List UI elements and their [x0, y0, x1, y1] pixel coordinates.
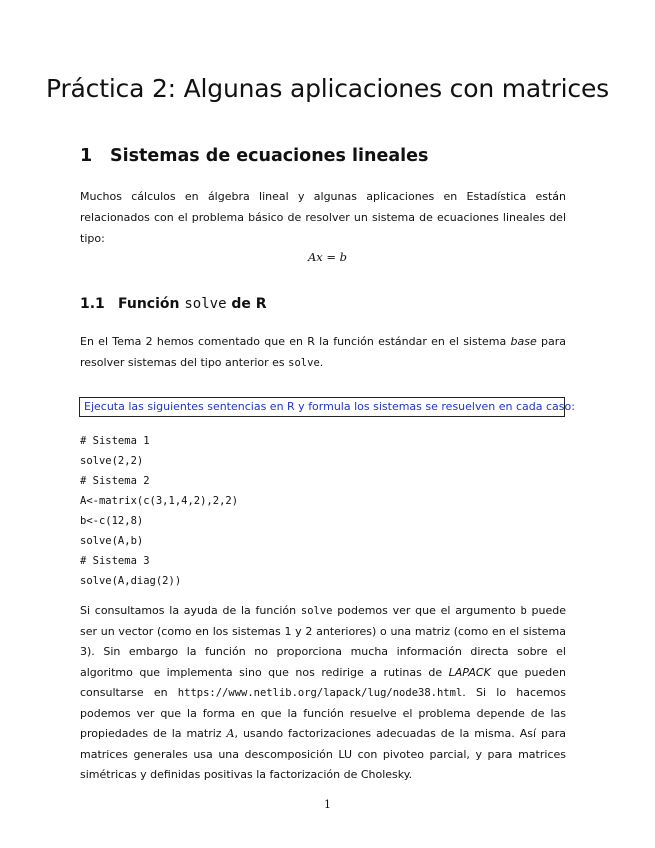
page-title: Práctica 2: Algunas aplicaciones con matrices [46, 74, 609, 103]
code-line: solve(A,b) [80, 535, 144, 547]
inline-code-solve: solve [300, 605, 333, 617]
intro-paragraph: Muchos cálculos en álgebra lineal y algunas aplicaciones en Estadística están relacionados con el problema básico de resolver un sistema de ecuaciones lineales del tipo: [80, 190, 566, 245]
code-block [80, 431, 238, 591]
emphasis-lapack: LAPACK [448, 665, 491, 679]
math-A: A [226, 727, 235, 740]
equation: Ax = b [307, 250, 348, 264]
code-line: b<-c(12,8) [80, 515, 144, 527]
text-run: En el Tema 2 hemos comentado que en R la función estándar en el sistema [80, 335, 507, 348]
code-line: A<-matrix(c(3,1,4,2),2,2) [80, 495, 239, 507]
code-line: # Sistema 2 [80, 475, 150, 487]
emphasis-base: base [510, 335, 537, 348]
text-run: , usando factorizaciones adecuadas de la misma. Así para matrices generales usa una descomposición LU con pivoteo parcial, y para matrices simétricas y definidas positivas la factorización de Cholesky. [80, 727, 566, 781]
exercise-box: Ejecuta las siguientes sentencias en R y formula los sistemas se resuelven en cada caso: [79, 397, 565, 417]
text-run: puede ser un vector (como en los sistemas 1 y 2 anteriores) o una matriz (como en el sistema 3). Sin embargo la función no proporciona mucha información directa sobre el algoritmo que implementa sino que nos redirige a rutinas de [80, 604, 567, 679]
lapack-url: https://www.netlib.org/lapack/lug/node38.html [177, 687, 463, 699]
page-number: 1 [324, 798, 331, 811]
inline-code-solve: solve [288, 357, 320, 369]
section-number: 1 [80, 146, 93, 166]
text-run: . Si lo hacemos podemos ver que la forma en que la función resuelve el problema depende de las propiedades de la matriz [80, 686, 566, 740]
subsection-number: 1.1 [80, 296, 105, 312]
section-heading [80, 146, 428, 166]
section-title: Sistemas de ecuaciones lineales [110, 146, 429, 166]
text-run: que pueden consultarse en [80, 665, 566, 699]
text-run: . [319, 356, 324, 369]
inline-code-b: b [520, 605, 527, 617]
subsection-heading [80, 296, 267, 312]
text-run: para resolver sistemas del tipo anterior es [80, 335, 567, 369]
code-line: solve(2,2) [80, 455, 144, 467]
text-run: Si consultamos la ayuda de la función [80, 604, 297, 617]
solve-paragraph [80, 331, 566, 374]
subsection-title-prefix: Función [118, 296, 180, 312]
subsection-title-suffix: de R [231, 296, 267, 312]
code-line: # Sistema 1 [80, 435, 150, 447]
lapack-paragraph [80, 601, 566, 786]
text-run: podemos ver que el argumento [337, 604, 516, 617]
code-line: solve(A,diag(2)) [80, 575, 182, 587]
subsection-title-code: solve [184, 296, 227, 312]
code-line: # Sistema 3 [80, 555, 150, 567]
